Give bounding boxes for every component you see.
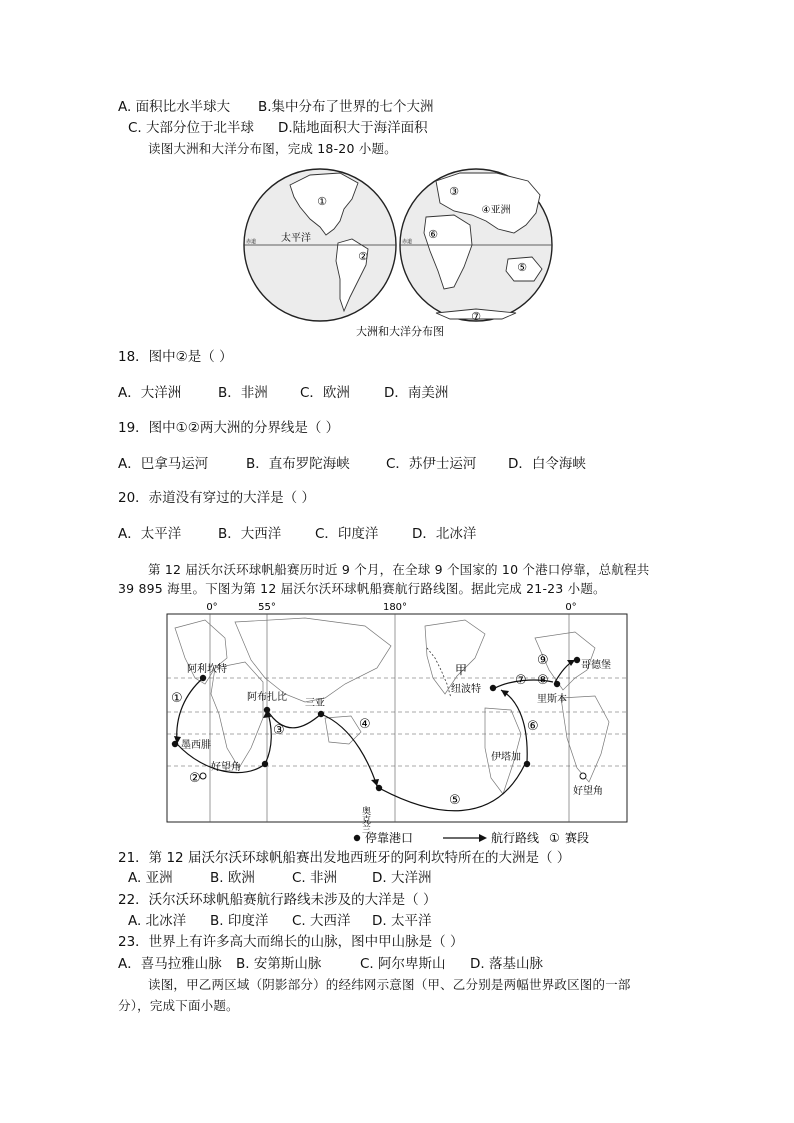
port-melbourne: 墨西腓: [181, 740, 211, 751]
map1-label-4: ④亚洲: [481, 205, 511, 216]
port-capetown2: 好望角: [573, 786, 603, 797]
leg-5: ⑤: [449, 793, 461, 808]
q22-option-c: C. 大西洋: [292, 913, 351, 929]
q21-option-a: A. 亚洲: [128, 870, 173, 886]
intro-21-23-line2: 39 895 海里。下图为第 12 届沃尔沃环球帆船赛航行路线图。据此完成 21-23 小题。: [118, 581, 606, 596]
q23-stem: 23．世界上有许多高大而绵长的山脉，图中甲山脉是（ ）: [118, 934, 464, 950]
map1-label-equator-left: 赤道: [246, 239, 257, 245]
q18-option-c: C．欧洲: [300, 385, 350, 401]
option-b: B.集中分布了世界的七个大洲: [258, 99, 434, 115]
q22-option-d: D. 太平洋: [372, 913, 432, 929]
map1-label-pacific: 太平洋: [281, 233, 311, 244]
intro-18-20: 读图大洲和大洋分布图，完成 18-20 小题。: [148, 141, 397, 156]
q22-option-a: A. 北冰洋: [128, 913, 187, 929]
port-alicante: 阿利坎特: [187, 664, 227, 675]
q20-option-a: A．太平洋: [118, 526, 182, 542]
intro-next-line1: 读图，甲乙两区域（阴影部分）的经纬网示意图（甲、乙分别是两幅世界政区图的一部: [148, 977, 631, 992]
port-newport: 纽波特: [451, 684, 481, 695]
lon-label-0: 0°: [206, 602, 218, 613]
q20-option-d: D．北冰洋: [412, 526, 477, 542]
port-itajai: 伊塔加: [491, 752, 521, 763]
lon-label-180: 180°: [382, 602, 408, 613]
leg-2: ②: [189, 771, 201, 786]
q23-option-d: D. 落基山脉: [470, 956, 543, 972]
q23-option-c: C. 阿尔卑斯山: [360, 956, 446, 972]
q19-option-a: A．巴拿马运河: [118, 456, 209, 472]
legend-leg: 赛段: [565, 831, 590, 845]
leg-7: ⑦: [515, 673, 527, 688]
lon-label-0b: 0°: [565, 602, 577, 613]
leg-6: ⑥: [527, 719, 539, 734]
map1-label-2: ②: [358, 250, 368, 263]
q19-option-c: C．苏伊士运河: [386, 456, 477, 472]
q21-option-b: B. 欧洲: [210, 870, 255, 886]
port-gothenburg: 哥德堡: [581, 660, 611, 671]
q18-option-d: D．南美洲: [384, 385, 449, 401]
map1-caption: 大洲和大洋分布图: [356, 325, 444, 338]
map1-label-3: ③: [449, 185, 459, 198]
q21-option-d: D. 大洋洲: [372, 870, 432, 886]
option-d: D.陆地面积大于海洋面积: [278, 120, 428, 136]
map1-label-equator-right: 赤道: [402, 239, 413, 245]
option-c: C. 大部分位于北半球: [128, 120, 255, 136]
q18-option-a: A．大洋洲: [118, 385, 182, 401]
port-jia: 甲: [455, 663, 468, 677]
q22-stem: 22．沃尔沃环球帆船赛航行路线未涉及的大洋是（ ）: [118, 892, 437, 908]
port-capetown: 好望角: [211, 762, 241, 773]
volvo-race-route-map: [165, 598, 637, 846]
map1-label-6: ⑥: [428, 228, 438, 241]
q20-stem: 20．赤道没有穿过的大洋是（ ）: [118, 490, 315, 506]
q18-stem: 18．图中②是（ ）: [118, 349, 233, 365]
q18-option-b: B．非洲: [218, 385, 268, 401]
leg-8: ⑧: [537, 673, 549, 688]
q21-option-c: C. 非洲: [292, 870, 338, 886]
map1-label-5: ⑤: [517, 261, 527, 274]
q20-option-c: C．印度洋: [315, 526, 379, 542]
q19-stem: 19．图中①②两大洲的分界线是（ ）: [118, 420, 340, 436]
legend-port: 停靠港口: [365, 831, 414, 845]
leg-9: ⑨: [537, 653, 549, 668]
port-auckland: 奥克兰: [360, 806, 370, 833]
q21-stem: 21．第 12 届沃尔沃环球帆船赛出发地西班牙的阿利坎特所在的大洲是（ ）: [118, 850, 571, 866]
leg-4: ④: [359, 717, 371, 732]
intro-21-23-line1: 第 12 届沃尔沃环球帆船赛历时近 9 个月，在全球 9 个国家的 10 个港口停靠，总航程共: [148, 562, 650, 577]
q22-option-b: B. 印度洋: [210, 913, 269, 929]
leg-3: ③: [273, 723, 285, 738]
q23-option-b: B. 安第斯山脉: [236, 956, 322, 972]
port-lisbon: 里斯本: [537, 694, 567, 705]
legend-leg-symbol: ①: [549, 831, 560, 845]
option-a: A. 面积比水半球大: [118, 99, 231, 115]
q19-option-b: B．直布罗陀海峡: [246, 456, 350, 472]
port-abudhabi: 阿布扎比: [247, 692, 287, 703]
q19-option-d: D．白令海峡: [508, 456, 586, 472]
legend-route: 航行路线: [491, 831, 540, 845]
leg-1: ①: [171, 691, 183, 706]
map1-label-7: ⑦: [471, 310, 481, 323]
port-sanya: 三亚: [305, 698, 325, 709]
map1-label-1: ①: [317, 195, 327, 208]
intro-next-line2: 分），完成下面小题。: [118, 998, 239, 1013]
q20-option-b: B．大西洋: [218, 526, 282, 542]
continents-oceans-map: [240, 163, 560, 343]
lon-label-55: 55°: [258, 602, 276, 613]
q23-option-a: A．喜马拉雅山脉: [118, 956, 222, 972]
